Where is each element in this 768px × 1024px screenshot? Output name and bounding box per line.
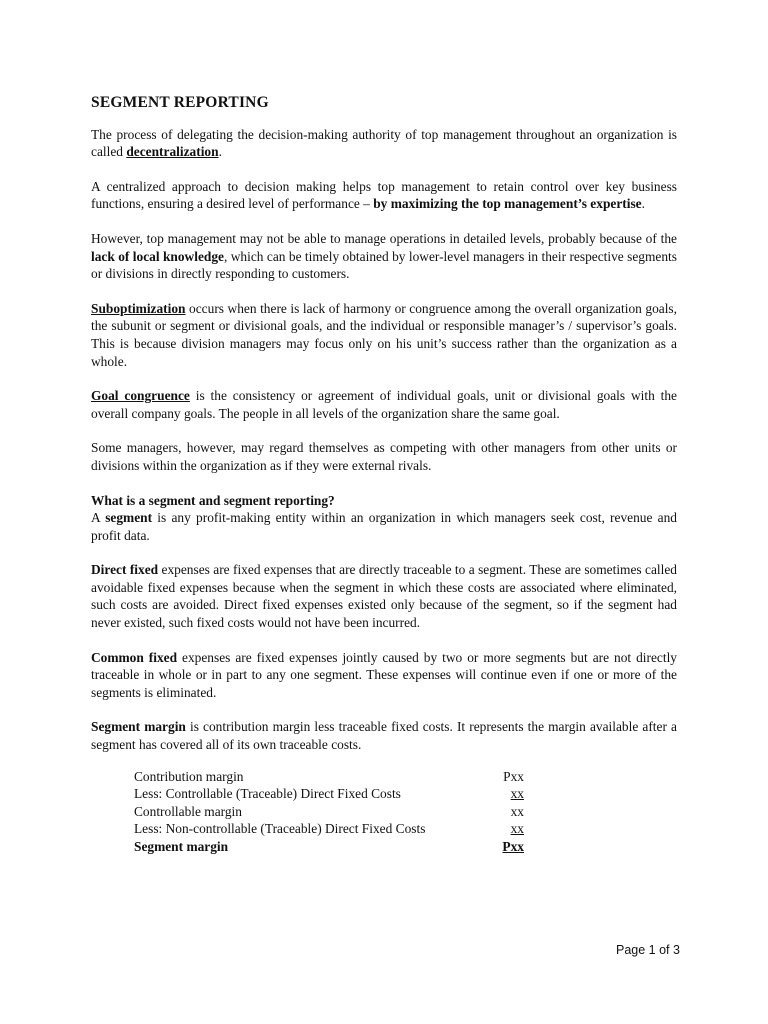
question-heading: What is a segment and segment reporting?: [91, 492, 335, 508]
row-label: Contribution margin: [134, 768, 244, 784]
row-amount: xx: [510, 821, 524, 837]
table-row: [134, 820, 524, 838]
term-direct-fixed: Direct fixed: [91, 562, 159, 578]
segment-margin-table: [134, 768, 524, 856]
row-amount: xx: [510, 786, 524, 802]
table-row-total: [134, 838, 524, 856]
page-title: SEGMENT REPORTING: [91, 94, 269, 111]
paragraph-rivals: Some managers, however, may regard themselves as competing with other managers from other units or divisions within the organization as if they were external rivals.: [91, 440, 677, 473]
paragraph-goal-congruence: Goal congruence is the consistency or agreement of individual goals, unit or divisional goals with the overall company goals. The people in all levels of the organization share the same goal.: [91, 388, 677, 421]
row-amount: Pxx: [503, 768, 524, 784]
paragraph-suboptimization: Suboptimization occurs when there is lack of harmony or congruence among the overall organization goals, the subunit or segment or divisional goals, and the individual or responsible manager’s / supervisor’s goals. This is because division managers may focus only on his unit’s success rather than the organization as a whole.: [91, 300, 677, 369]
paragraph-decentralization: The process of delegating the decision-making authority of top management throughout an organization is called decentralization.: [91, 126, 677, 160]
paragraph-segment: A segment is any profit-making entity within an organization in which managers seek cost, revenue and profit data.: [91, 510, 678, 543]
term-segment-margin: Segment margin: [91, 719, 186, 735]
row-label: Less: Controllable (Traceable) Direct Fixed Costs: [134, 786, 401, 802]
row-label: Controllable margin: [134, 803, 242, 819]
paragraph-direct-fixed: Direct fixed expenses are fixed expenses that are directly traceable to a segment. These are sometimes called avoidable fixed expenses because when the segment in which these costs are associated where eliminated, such costs are avoided. Direct fixed expenses existed only because of the segment, so if the segment had never existed, such fixed costs would not have been incurred.: [91, 562, 677, 631]
paragraph-centralized: A centralized approach to decision making helps top management to retain control over key business functions, ensuring a desired level of performance – by maximizing the top management’s expertise.: [91, 178, 677, 212]
term-segment: segment: [105, 510, 153, 526]
document-body: [91, 94, 677, 856]
row-amount: Pxx: [502, 839, 524, 854]
row-label: Less: Non-controllable (Traceable) Direct Fixed Costs: [134, 821, 426, 837]
page-number: Page 1 of 3: [616, 943, 680, 957]
paragraph-local-knowledge: However, top management may not be able to manage operations in detailed levels, probably because of the lack of local knowledge, which can be timely obtained by lower-level managers in their respective segments or divisions in directly responding to customers.: [91, 230, 677, 282]
table-row: [134, 803, 524, 821]
row-label: Segment margin: [134, 839, 229, 854]
paragraph-common-fixed: Common fixed expenses are fixed expenses jointly caused by two or more segments but are not directly traceable in whole or in part to any one segment. These expenses will continue even if one or more of the segments is eliminated.: [91, 649, 677, 700]
emphasis-local-knowledge: lack of local knowledge: [91, 248, 224, 264]
row-amount: xx: [510, 803, 524, 819]
emphasis-top-expertise: by maximizing the top management’s expertise: [373, 196, 642, 212]
term-common-fixed: Common fixed: [91, 649, 178, 665]
paragraph-segment-margin: Segment margin is contribution margin less traceable fixed costs. It represents the margin available after a segment has covered all of its own traceable costs.: [91, 719, 677, 753]
term-decentralization: decentralization: [126, 144, 219, 160]
term-suboptimization: Suboptimization: [91, 300, 186, 316]
table-row: [134, 785, 524, 803]
term-goal-congruence: Goal congruence: [91, 388, 190, 404]
table-row: [134, 768, 524, 786]
